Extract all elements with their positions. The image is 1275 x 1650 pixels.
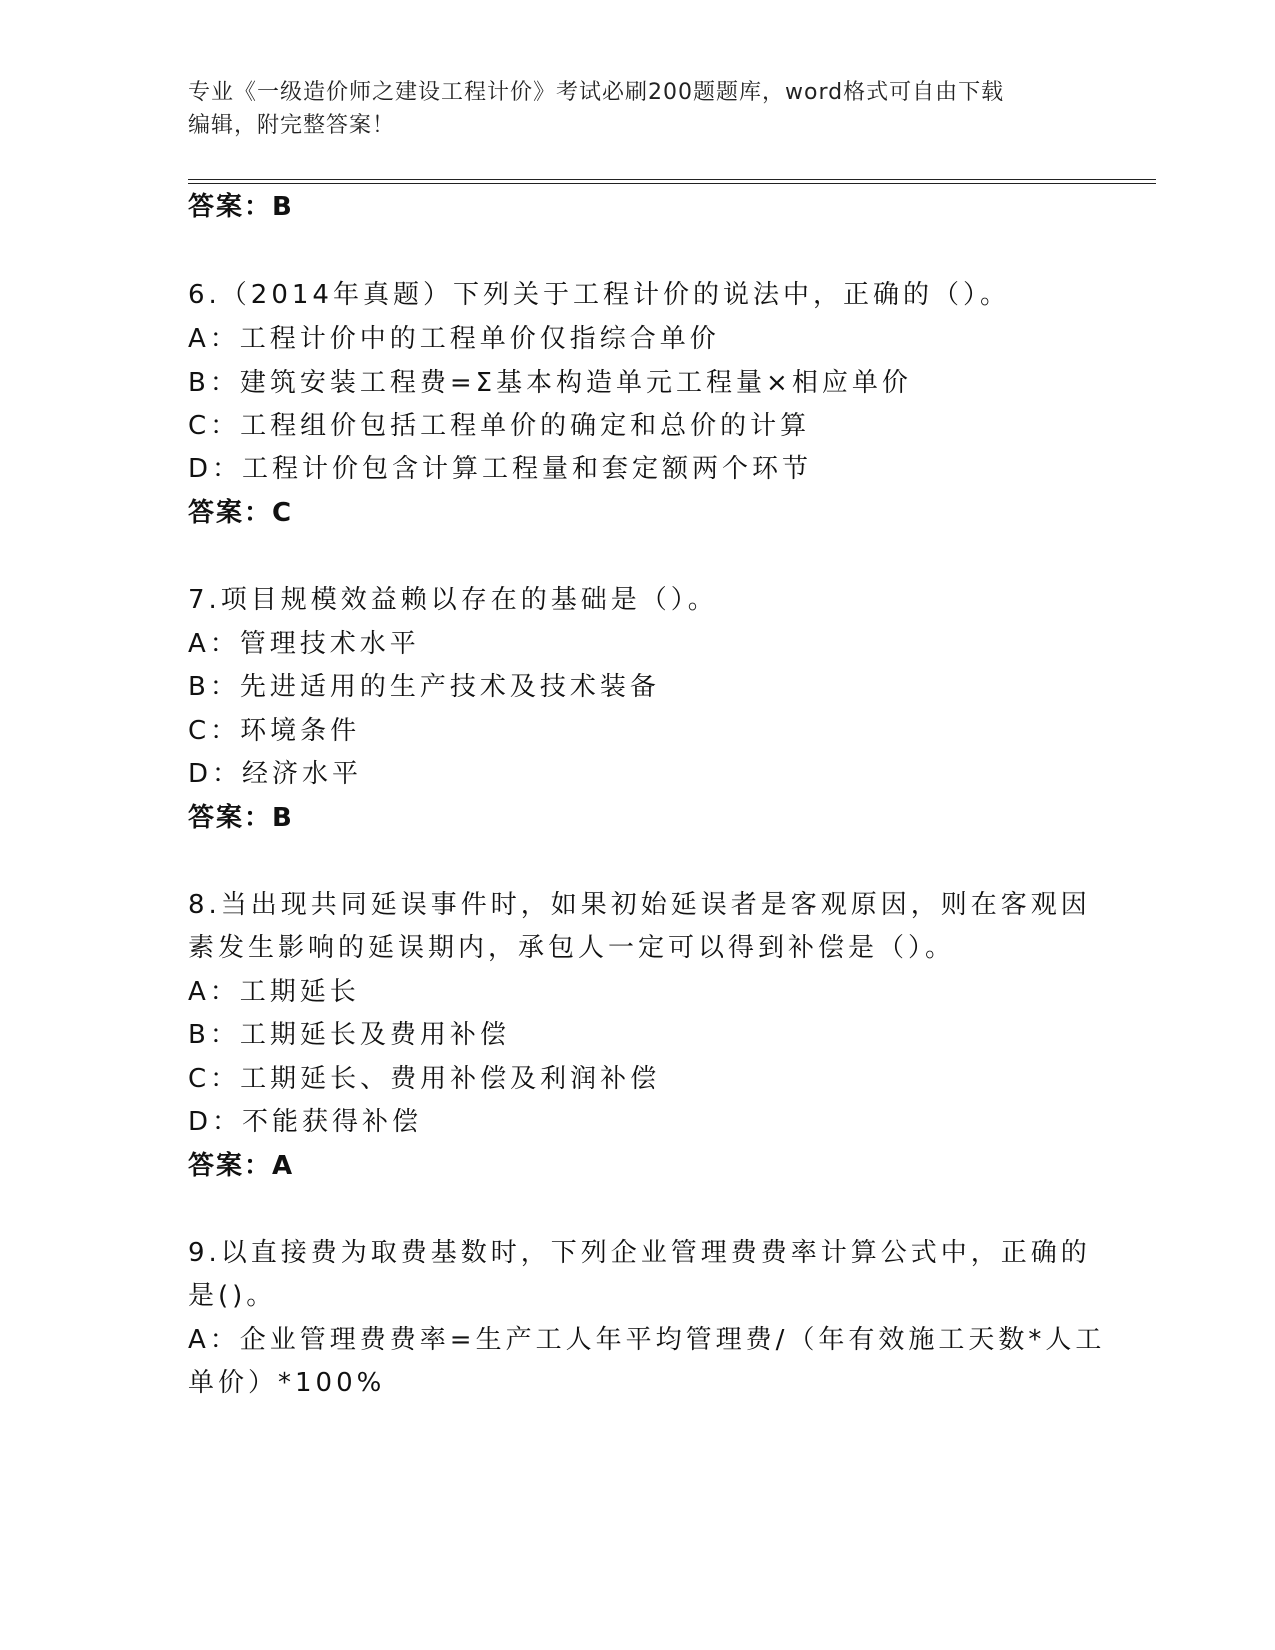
- question-6-option-a: A：工程计价中的工程单价仅指综合单价: [188, 324, 720, 354]
- question-9-option-a-line-1: A：企业管理费费率=生产工人年平均管理费/（年有效施工天数*人工: [188, 1325, 1106, 1355]
- header-divider-bottom: [188, 183, 1156, 184]
- question-9-stem-line-1: 9.以直接费为取费基数时，下列企业管理费费率计算公式中，正确的: [188, 1238, 1091, 1268]
- question-9-stem-line-2: 是()。: [188, 1281, 277, 1311]
- question-7-option-c: C：环境条件: [188, 716, 361, 746]
- question-6-option-c: C：工程组价包括工程单价的确定和总价的计算: [188, 411, 811, 441]
- document-header: [188, 76, 1068, 142]
- question-7-option-d: D：经济水平: [188, 759, 363, 789]
- question-6-option-b: B：建筑安装工程费=Σ基本构造单元工程量×相应单价: [188, 368, 912, 398]
- question-6-answer: 答案：C: [188, 498, 294, 528]
- question-9-option-a-line-2: 单价）*100%: [188, 1368, 386, 1398]
- question-8-answer: 答案：A: [188, 1151, 295, 1181]
- question-8-stem-line-2: 素发生影响的延误期内，承包人一定可以得到补偿是（）。: [188, 933, 956, 963]
- question-8-option-c: C：工期延长、费用补偿及利润补偿: [188, 1064, 661, 1094]
- header-divider-top: [188, 179, 1156, 180]
- answer-line: 答案：B: [188, 192, 294, 222]
- header-title-line-1: 专业《一级造价师之建设工程计价》考试必刷200题题库，word格式可自由下载: [188, 80, 1005, 105]
- question-7-stem: 7.项目规模效益赖以存在的基础是（）。: [188, 585, 718, 615]
- question-7-option-a: A：管理技术水平: [188, 629, 420, 659]
- question-8-option-b: B：工期延长及费用补偿: [188, 1020, 510, 1050]
- question-7-option-b: B：先进适用的生产技术及技术装备: [188, 672, 660, 702]
- question-8-option-d: D：不能获得补偿: [188, 1107, 423, 1137]
- header-title-line-2: 编辑，附完整答案！: [188, 113, 396, 138]
- question-6-option-d: D：工程计价包含计算工程量和套定额两个环节: [188, 454, 813, 484]
- question-6-stem: 6.（2014年真题）下列关于工程计价的说法中，正确的（）。: [188, 280, 1010, 310]
- question-7-answer: 答案：B: [188, 803, 294, 833]
- question-8-option-a: A：工期延长: [188, 977, 360, 1007]
- question-8-stem-line-1: 8.当出现共同延误事件时，如果初始延误者是客观原因，则在客观因: [188, 890, 1091, 920]
